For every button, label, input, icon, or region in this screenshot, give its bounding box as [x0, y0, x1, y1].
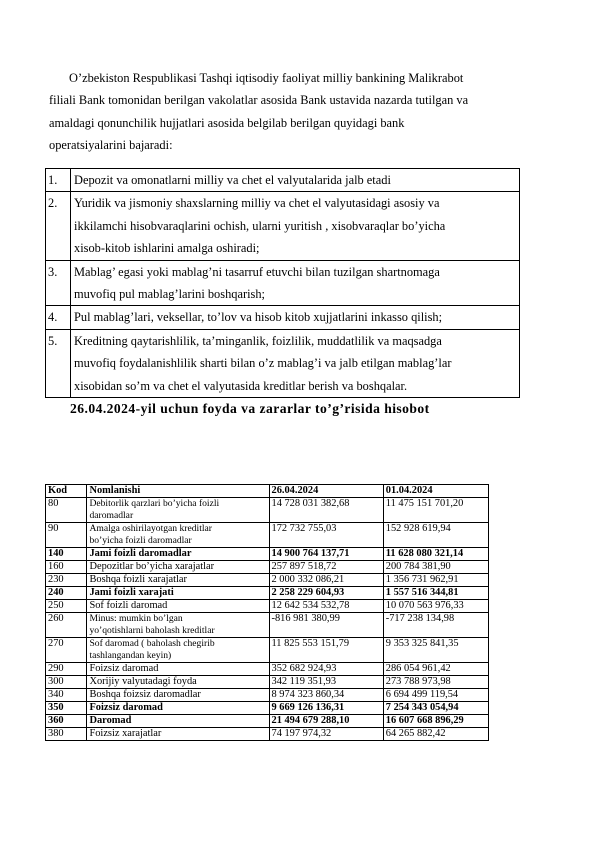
- row-name-line: Sof daromad ( baholash chegirib: [89, 638, 215, 649]
- operation-text-line: xisobidan so’m va chet el valyutasida kreditlar berish va boshqalar.: [74, 378, 408, 393]
- operation-text-line: Depozit va omonatlarni milliy va chet el valyutalarida jalb etadi: [74, 173, 391, 187]
- row-name: [87, 600, 269, 613]
- table-row: [46, 702, 489, 715]
- row-name: [87, 638, 269, 663]
- operation-text: [71, 169, 520, 192]
- operation-number: 4.: [46, 306, 71, 329]
- operation-text-line: muvofiq pul mablag’larini boshqarish;: [74, 287, 265, 302]
- row-value-date-2: 6 694 499 119,54: [383, 689, 488, 702]
- row-code: 340: [46, 689, 87, 702]
- table-row: [46, 676, 489, 689]
- row-code: 160: [46, 561, 87, 574]
- row-name: [87, 689, 269, 702]
- row-code: 290: [46, 663, 87, 676]
- row-name-line: Foizsiz daromad: [89, 702, 163, 713]
- operation-text-line: Kreditning qaytarishlilik, ta’minganlik, foizlilik, muddatlilik va maqsadga: [74, 333, 442, 348]
- row-value-date-1: 257 897 518,72: [269, 561, 383, 574]
- intro-paragraph: [49, 67, 529, 157]
- operation-text-line: xisob-kitob ishlarini amalga oshiradi;: [74, 241, 260, 256]
- row-name-line: Jami foizli xarajati: [89, 587, 174, 598]
- row-name: [87, 702, 269, 715]
- table-row: [46, 498, 489, 523]
- row-name: [87, 561, 269, 574]
- table-row: [46, 574, 489, 587]
- row-name-line: Depozitlar bo’yicha xarajatlar: [89, 561, 215, 572]
- row-name: [87, 728, 269, 741]
- row-name: [87, 613, 269, 638]
- row-code: 80: [46, 498, 87, 523]
- row-value-date-2: 286 054 961,42: [383, 663, 488, 676]
- row-value-date-1: 14 900 764 137,71: [269, 548, 383, 561]
- row-value-date-1: 14 728 031 382,68: [269, 498, 383, 523]
- operation-text: [71, 260, 520, 306]
- operation-number: 3.: [46, 260, 71, 306]
- operation-text-line: Pul mablag’lari, veksellar, to’lov va hisob kitob xujjatlarini inkasso qilish;: [74, 310, 443, 325]
- intro-line-1: O’zbekiston Respublikasi Tashqi iqtisodiy faoliyat milliy bankining Malikrabot: [69, 71, 464, 85]
- operation-text-line: ikkilamchi hisobvaraqlarini ochish, ularni yuritish , xisobvaraqlar bo’yicha: [74, 218, 446, 233]
- operations-table: [45, 168, 520, 398]
- operation-row: [46, 260, 520, 306]
- table-row: [46, 561, 489, 574]
- row-value-date-1: 21 494 679 288,10: [269, 715, 383, 728]
- row-name-line: Debitorlik qarzlari bo’yicha foizli: [89, 498, 220, 509]
- table-row: [46, 663, 489, 676]
- row-name-line: bo’yicha foizli daromadlar: [89, 535, 192, 546]
- row-value-date-2: 9 353 325 841,35: [383, 638, 488, 663]
- row-name-line: Daromad: [89, 715, 132, 726]
- row-value-date-2: 200 784 381,90: [383, 561, 488, 574]
- row-name-line: Boshqa foizsiz daromadlar: [89, 689, 201, 700]
- row-value-date-1: 342 119 351,93: [269, 676, 383, 689]
- row-value-date-1: 11 825 553 151,79: [269, 638, 383, 663]
- row-name-line: Minus: mumkin bo’lgan: [89, 613, 183, 624]
- intro-line-4: operatsiyalarini bajaradi:: [49, 138, 173, 153]
- row-name-line: Xorijiy valyutadagi foyda: [89, 676, 197, 687]
- table-row: [46, 548, 489, 561]
- header-name: Nomlanishi: [87, 485, 269, 498]
- operation-text-line: Yuridik va jismoniy shaxslarning milliy va chet el valyutasidagi asosiy va: [74, 196, 440, 211]
- row-value-date-2: 7 254 343 054,94: [383, 702, 488, 715]
- row-value-date-2: -717 238 134,98: [383, 613, 488, 638]
- row-name-line: Foizsiz xarajatlar: [89, 728, 162, 739]
- profit-loss-table: [45, 484, 489, 741]
- row-value-date-1: -816 981 380,99: [269, 613, 383, 638]
- row-code: 360: [46, 715, 87, 728]
- row-name-line: daromadlar: [89, 510, 134, 521]
- row-name: [87, 574, 269, 587]
- table-row: [46, 689, 489, 702]
- row-value-date-2: 11 475 151 701,20: [383, 498, 488, 523]
- row-name-line: Jami foizli daromadlar: [89, 548, 192, 559]
- row-value-date-2: 152 928 619,94: [383, 523, 488, 548]
- row-name-line: Boshqa foizli xarajatlar: [89, 574, 187, 585]
- row-name-line: Amalga oshirilayotgan kreditlar: [89, 523, 213, 534]
- operation-text: [71, 192, 520, 260]
- row-code: 90: [46, 523, 87, 548]
- row-code: 350: [46, 702, 87, 715]
- row-value-date-2: 10 070 563 976,33: [383, 600, 488, 613]
- operation-row: [46, 169, 520, 192]
- row-name: [87, 663, 269, 676]
- header-date-1: 26.04.2024: [269, 485, 383, 498]
- row-name-line: Foizsiz daromad: [89, 663, 159, 674]
- operation-row: [46, 192, 520, 260]
- table-row: [46, 523, 489, 548]
- operation-text: [71, 329, 520, 397]
- row-code: 140: [46, 548, 87, 561]
- table-row: [46, 587, 489, 600]
- row-value-date-2: 273 788 973,98: [383, 676, 488, 689]
- row-name: [87, 498, 269, 523]
- table-header-row: [46, 485, 489, 498]
- row-value-date-1: 2 258 229 604,93: [269, 587, 383, 600]
- report-title: 26.04.2024-yil uchun foyda va zararlar to’g’risida hisobot: [70, 401, 430, 416]
- row-name: [87, 715, 269, 728]
- row-value-date-1: 9 669 126 136,31: [269, 702, 383, 715]
- row-code: 380: [46, 728, 87, 741]
- row-code: 250: [46, 600, 87, 613]
- row-value-date-2: 11 628 080 321,14: [383, 548, 488, 561]
- table-row: [46, 638, 489, 663]
- header-kod: Kod: [46, 485, 87, 498]
- row-code: 270: [46, 638, 87, 663]
- table-row: [46, 728, 489, 741]
- table-row: [46, 600, 489, 613]
- operation-text: [71, 306, 520, 329]
- row-code: 300: [46, 676, 87, 689]
- table-row: [46, 715, 489, 728]
- row-code: 230: [46, 574, 87, 587]
- operation-row: [46, 329, 520, 397]
- header-date-2: 01.04.2024: [383, 485, 488, 498]
- row-name: [87, 587, 269, 600]
- intro-line-3: amaldagi qonunchilik hujjatlari asosida belgilab berilgan quyidagi bank: [49, 115, 405, 130]
- row-value-date-2: 1 356 731 962,91: [383, 574, 488, 587]
- operation-number: 2.: [46, 192, 71, 260]
- row-name: [87, 676, 269, 689]
- row-code: 260: [46, 613, 87, 638]
- row-name-line: yo’qotishlarni baholash kreditlar: [89, 625, 215, 636]
- operation-number: 5.: [46, 329, 71, 397]
- row-name-line: tashlangandan keyin): [89, 650, 172, 661]
- row-name: [87, 523, 269, 548]
- operation-row: [46, 306, 520, 329]
- row-value-date-1: 172 732 755,03: [269, 523, 383, 548]
- row-value-date-1: 8 974 323 860,34: [269, 689, 383, 702]
- row-value-date-1: 12 642 534 532,78: [269, 600, 383, 613]
- row-value-date-1: 2 000 332 086,21: [269, 574, 383, 587]
- intro-line-2: filiali Bank tomonidan berilgan vakolatlar asosida Bank ustavida nazarda tutilgan va: [49, 93, 469, 108]
- operation-number: 1.: [46, 169, 71, 192]
- row-value-date-1: 352 682 924,93: [269, 663, 383, 676]
- row-code: 240: [46, 587, 87, 600]
- table-row: [46, 613, 489, 638]
- operation-text-line: muvofiq foydalanishlilik sharti bilan o’z mablag’i va jalb etilgan mablag’lar: [74, 356, 452, 371]
- row-name: [87, 548, 269, 561]
- operation-text-line: Mablag’ egasi yoki mablag’ni tasarruf etuvchi bilan tuzilgan shartnomaga: [74, 264, 440, 279]
- row-name-line: Sof foizli daromad: [89, 600, 168, 611]
- row-value-date-2: 1 557 516 344,81: [383, 587, 488, 600]
- row-value-date-1: 74 197 974,32: [269, 728, 383, 741]
- row-value-date-2: 64 265 882,42: [383, 728, 488, 741]
- row-value-date-2: 16 607 668 896,29: [383, 715, 488, 728]
